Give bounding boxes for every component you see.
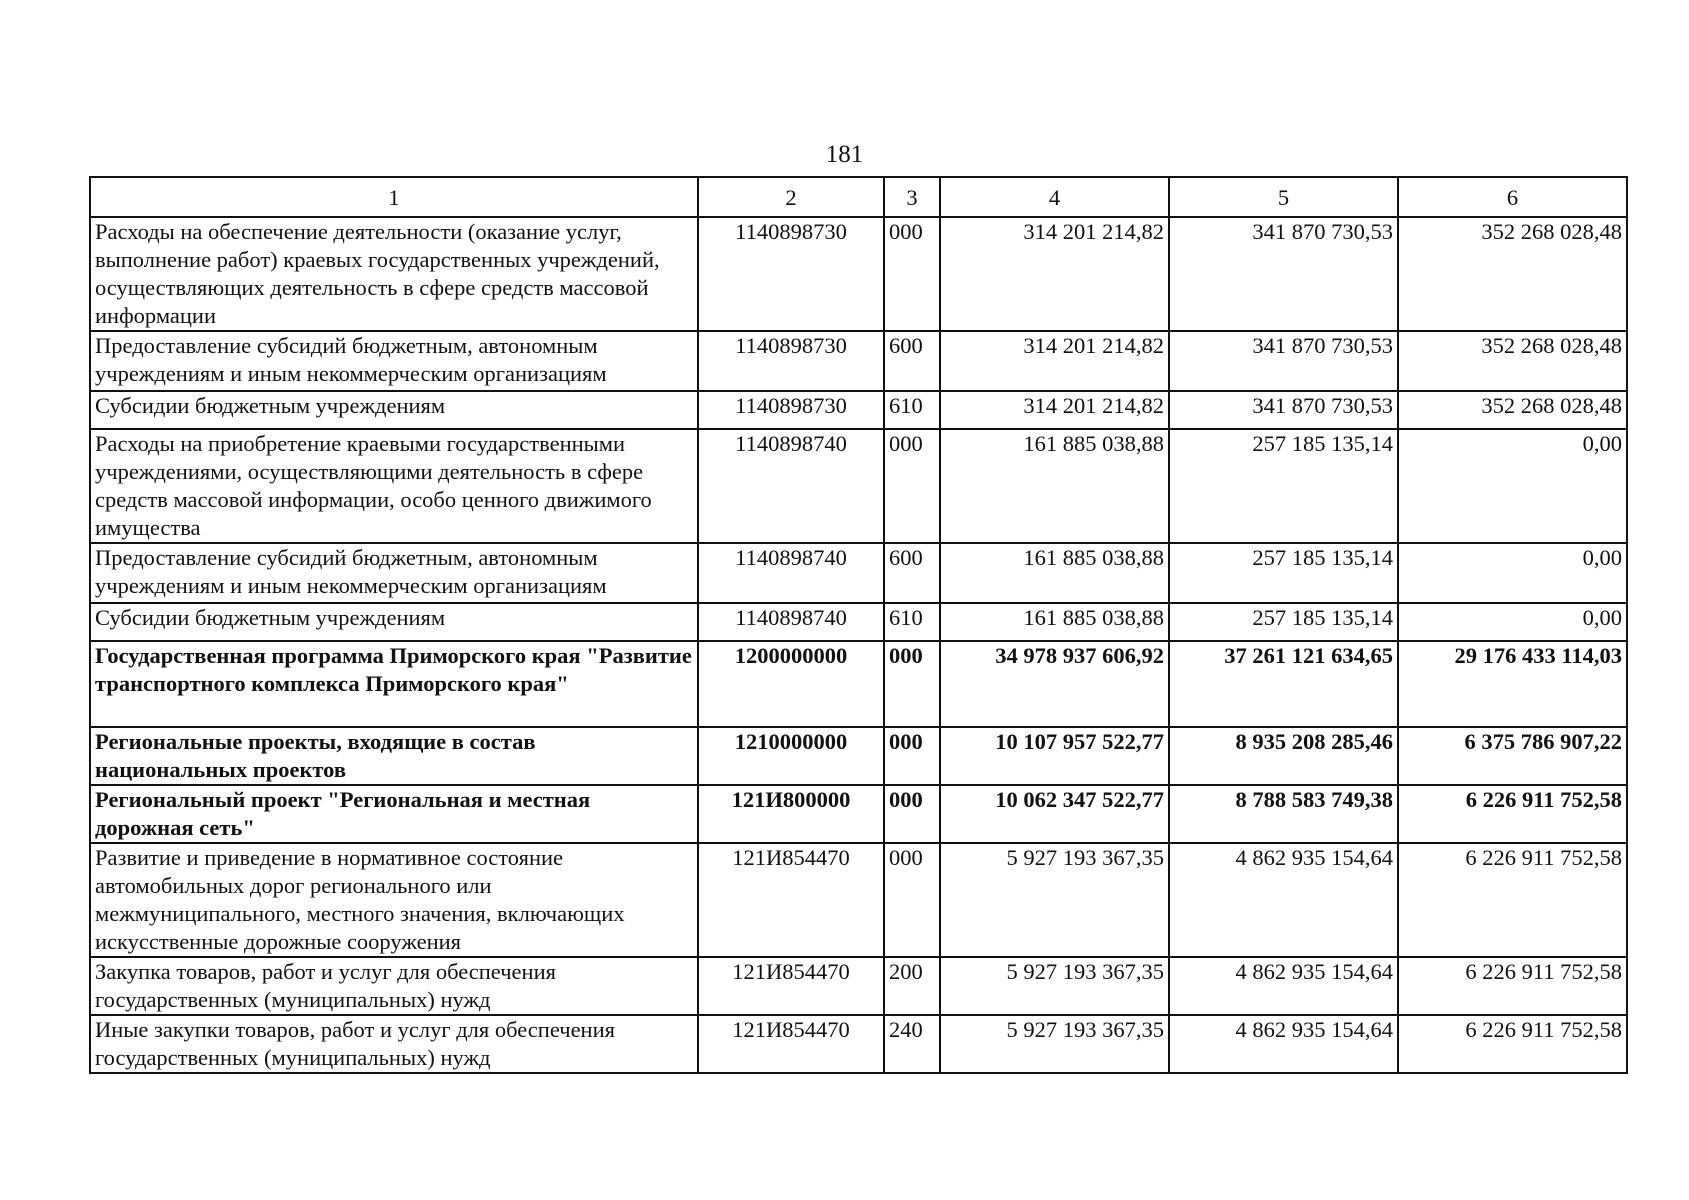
row-name: Закупка товаров, работ и услуг для обеспечения государственных (муниципальных) нужд	[90, 957, 698, 1015]
row-value-3: 0,00	[1398, 429, 1627, 543]
row-expense-type: 000	[884, 429, 940, 543]
row-code: 1200000000	[698, 641, 884, 727]
row-value-2: 8 788 583 749,38	[1169, 785, 1398, 843]
table-row	[90, 331, 1627, 391]
row-code: 1210000000	[698, 727, 884, 785]
row-code: 121И854470	[698, 957, 884, 1015]
row-value-1: 10 062 347 522,77	[940, 785, 1169, 843]
table-row	[90, 391, 1627, 429]
row-value-1: 314 201 214,82	[940, 217, 1169, 331]
row-value-2: 341 870 730,53	[1169, 391, 1398, 429]
row-name: Предоставление субсидий бюджетным, автономным учреждениям и иным некоммерческим организациям	[90, 331, 698, 391]
table-body	[90, 217, 1627, 1073]
row-expense-type: 610	[884, 603, 940, 641]
row-value-3: 0,00	[1398, 543, 1627, 603]
row-value-2: 257 185 135,14	[1169, 603, 1398, 641]
row-name: Региональные проекты, входящие в состав национальных проектов	[90, 727, 698, 785]
row-expense-type: 000	[884, 843, 940, 957]
row-name: Предоставление субсидий бюджетным, автономным учреждениям и иным некоммерческим организациям	[90, 543, 698, 603]
row-code: 121И854470	[698, 1015, 884, 1073]
row-value-2: 4 862 935 154,64	[1169, 957, 1398, 1015]
row-value-3: 6 226 911 752,58	[1398, 843, 1627, 957]
column-header-1: 1	[90, 177, 698, 217]
row-name: Развитие и приведение в нормативное состояние автомобильных дорог регионального или межмуниципального, местного значения, включающих искусственные дорожные сооружения	[90, 843, 698, 957]
row-value-1: 314 201 214,82	[940, 391, 1169, 429]
row-value-1: 10 107 957 522,77	[940, 727, 1169, 785]
row-code: 1140898740	[698, 603, 884, 641]
column-header-2: 2	[698, 177, 884, 217]
row-value-3: 29 176 433 114,03	[1398, 641, 1627, 727]
header-row	[90, 177, 1627, 217]
row-value-2: 8 935 208 285,46	[1169, 727, 1398, 785]
row-name: Субсидии бюджетным учреждениям	[90, 391, 698, 429]
row-value-3: 6 226 911 752,58	[1398, 957, 1627, 1015]
row-value-1: 314 201 214,82	[940, 331, 1169, 391]
row-name: Государственная программа Приморского края "Развитие транспортного комплекса Приморского края"	[90, 641, 698, 727]
row-code: 1140898730	[698, 391, 884, 429]
row-name: Субсидии бюджетным учреждениям	[90, 603, 698, 641]
table-row	[90, 543, 1627, 603]
row-value-2: 341 870 730,53	[1169, 331, 1398, 391]
row-code: 1140898730	[698, 331, 884, 391]
table-row	[90, 429, 1627, 543]
row-name: Иные закупки товаров, работ и услуг для обеспечения государственных (муниципальных) нужд	[90, 1015, 698, 1073]
row-value-2: 4 862 935 154,64	[1169, 1015, 1398, 1073]
row-value-3: 6 375 786 907,22	[1398, 727, 1627, 785]
table-row	[90, 843, 1627, 957]
row-code: 1140898730	[698, 217, 884, 331]
row-expense-type: 000	[884, 785, 940, 843]
row-code: 1140898740	[698, 429, 884, 543]
column-header-4: 4	[940, 177, 1169, 217]
row-code: 1140898740	[698, 543, 884, 603]
page-number: 181	[825, 141, 864, 168]
table-row	[90, 957, 1627, 1015]
row-value-3: 352 268 028,48	[1398, 391, 1627, 429]
row-expense-type: 000	[884, 727, 940, 785]
table-row	[90, 785, 1627, 843]
row-expense-type: 610	[884, 391, 940, 429]
table-row	[90, 1015, 1627, 1073]
row-value-3: 352 268 028,48	[1398, 217, 1627, 331]
row-value-2: 341 870 730,53	[1169, 217, 1398, 331]
column-header-3: 3	[884, 177, 940, 217]
table-row	[90, 603, 1627, 641]
row-expense-type: 600	[884, 543, 940, 603]
row-value-1: 34 978 937 606,92	[940, 641, 1169, 727]
row-name: Расходы на приобретение краевыми государственными учреждениями, осуществляющими деятельность в сфере средств массовой информации, особо ценного движимого имущества	[90, 429, 698, 543]
row-value-3: 352 268 028,48	[1398, 331, 1627, 391]
row-value-3: 0,00	[1398, 603, 1627, 641]
row-value-1: 161 885 038,88	[940, 429, 1169, 543]
row-expense-type: 000	[884, 217, 940, 331]
row-value-2: 37 261 121 634,65	[1169, 641, 1398, 727]
row-code: 121И854470	[698, 843, 884, 957]
row-expense-type: 240	[884, 1015, 940, 1073]
table-row	[90, 641, 1627, 727]
table-row	[90, 727, 1627, 785]
column-header-5: 5	[1169, 177, 1398, 217]
row-value-2: 4 862 935 154,64	[1169, 843, 1398, 957]
row-value-2: 257 185 135,14	[1169, 543, 1398, 603]
column-header-6: 6	[1398, 177, 1627, 217]
row-value-1: 5 927 193 367,35	[940, 1015, 1169, 1073]
row-value-3: 6 226 911 752,58	[1398, 1015, 1627, 1073]
row-expense-type: 600	[884, 331, 940, 391]
row-value-1: 161 885 038,88	[940, 603, 1169, 641]
row-expense-type: 000	[884, 641, 940, 727]
table-row	[90, 217, 1627, 331]
row-value-1: 5 927 193 367,35	[940, 957, 1169, 1015]
row-value-3: 6 226 911 752,58	[1398, 785, 1627, 843]
row-value-2: 257 185 135,14	[1169, 429, 1398, 543]
row-expense-type: 200	[884, 957, 940, 1015]
row-name: Расходы на обеспечение деятельности (оказание услуг, выполнение работ) краевых государственных учреждений, осуществляющих деятельность в сфере средств массовой информации	[90, 217, 698, 331]
row-code: 121И800000	[698, 785, 884, 843]
row-name: Региональный проект "Региональная и местная дорожная сеть"	[90, 785, 698, 843]
row-value-1: 161 885 038,88	[940, 543, 1169, 603]
budget-table	[89, 176, 1628, 1074]
row-value-1: 5 927 193 367,35	[940, 843, 1169, 957]
